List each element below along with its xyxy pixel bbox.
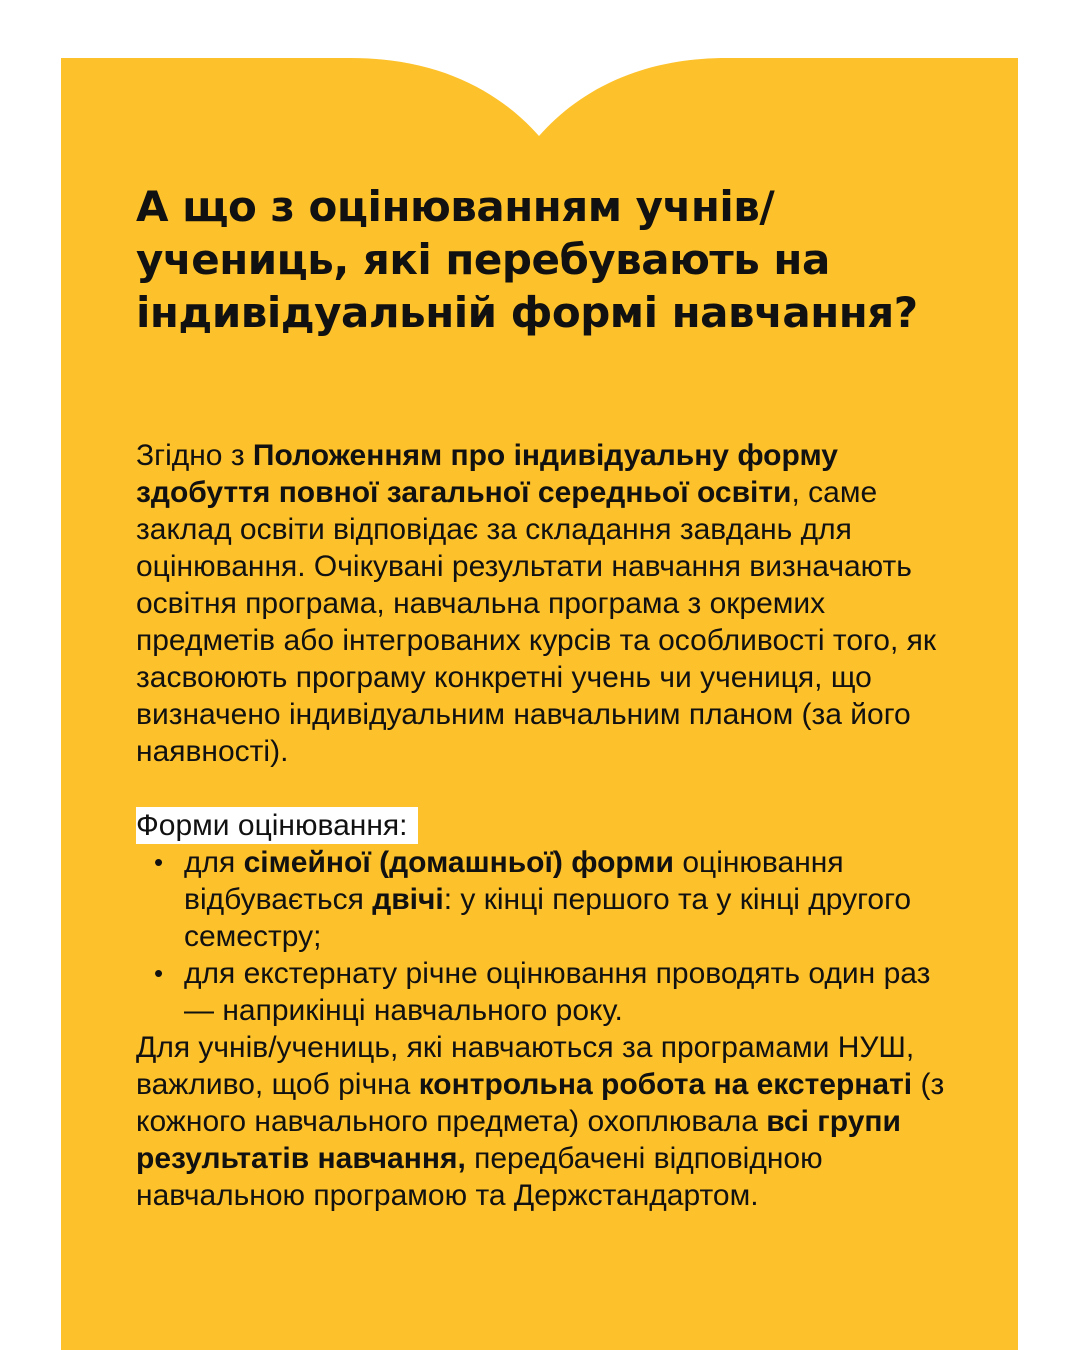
list-item-bold: двічі [372,883,444,916]
card-top-notch [61,58,1018,138]
nush-bold: всі групи результатів навчання, [136,1105,901,1175]
intro-paragraph [136,437,956,770]
notch-shape [351,58,727,136]
nush-text: (з кожного навчального предмета) охоплювала [136,1068,945,1138]
list-item-bold: сімейної (домашньої) форми [243,846,674,879]
nush-paragraph [136,1029,956,1214]
intro-prefix: Згідно з [136,439,253,472]
list-item-text: для екстернату річне оцінювання проводять один раз — наприкінці навчального року. [184,957,931,1027]
bullet-icon: • [154,847,164,877]
list-item-text: оцінювання відбувається [184,846,844,916]
article-content [136,180,956,1214]
forms-label-wrap [136,807,956,844]
list-item [136,844,956,955]
bullet-icon: • [154,958,164,988]
forms-label: Форми оцінювання: [136,807,418,844]
list-item-text: для [184,846,244,879]
list-item-text: : у кінці першого та у кінці другого семестру; [184,883,912,953]
nush-text: передбачені відповідною навчальною програмою та Держстандартом. [136,1142,823,1212]
regulation-name: Положенням про індивідуальну форму здобуття повної загальної середньої освіти [136,439,838,509]
assessment-forms-list [136,844,956,1029]
page-title: А що з оцінюванням учнів/ учениць, які перебувають на індивідуальній формі навчання? [136,182,918,337]
intro-suffix: , саме заклад освіти відповідає за складання завдань для оцінювання. Очікувані результати навчання визначають освітня програма, навчальна програма з окремих предметів або інтегрованих курсів та особливості того, як засвоюють програму конкретні учень чи учениця, що визначено індивідуальним навчальним планом (за його наявності). [136,476,937,768]
nush-text: Для учнів/учениць, які навчаються за програмами НУШ, важливо, щоб річна [136,1031,915,1101]
nush-bold: контрольна робота на екстернаті [418,1068,913,1101]
list-item [136,955,956,1029]
